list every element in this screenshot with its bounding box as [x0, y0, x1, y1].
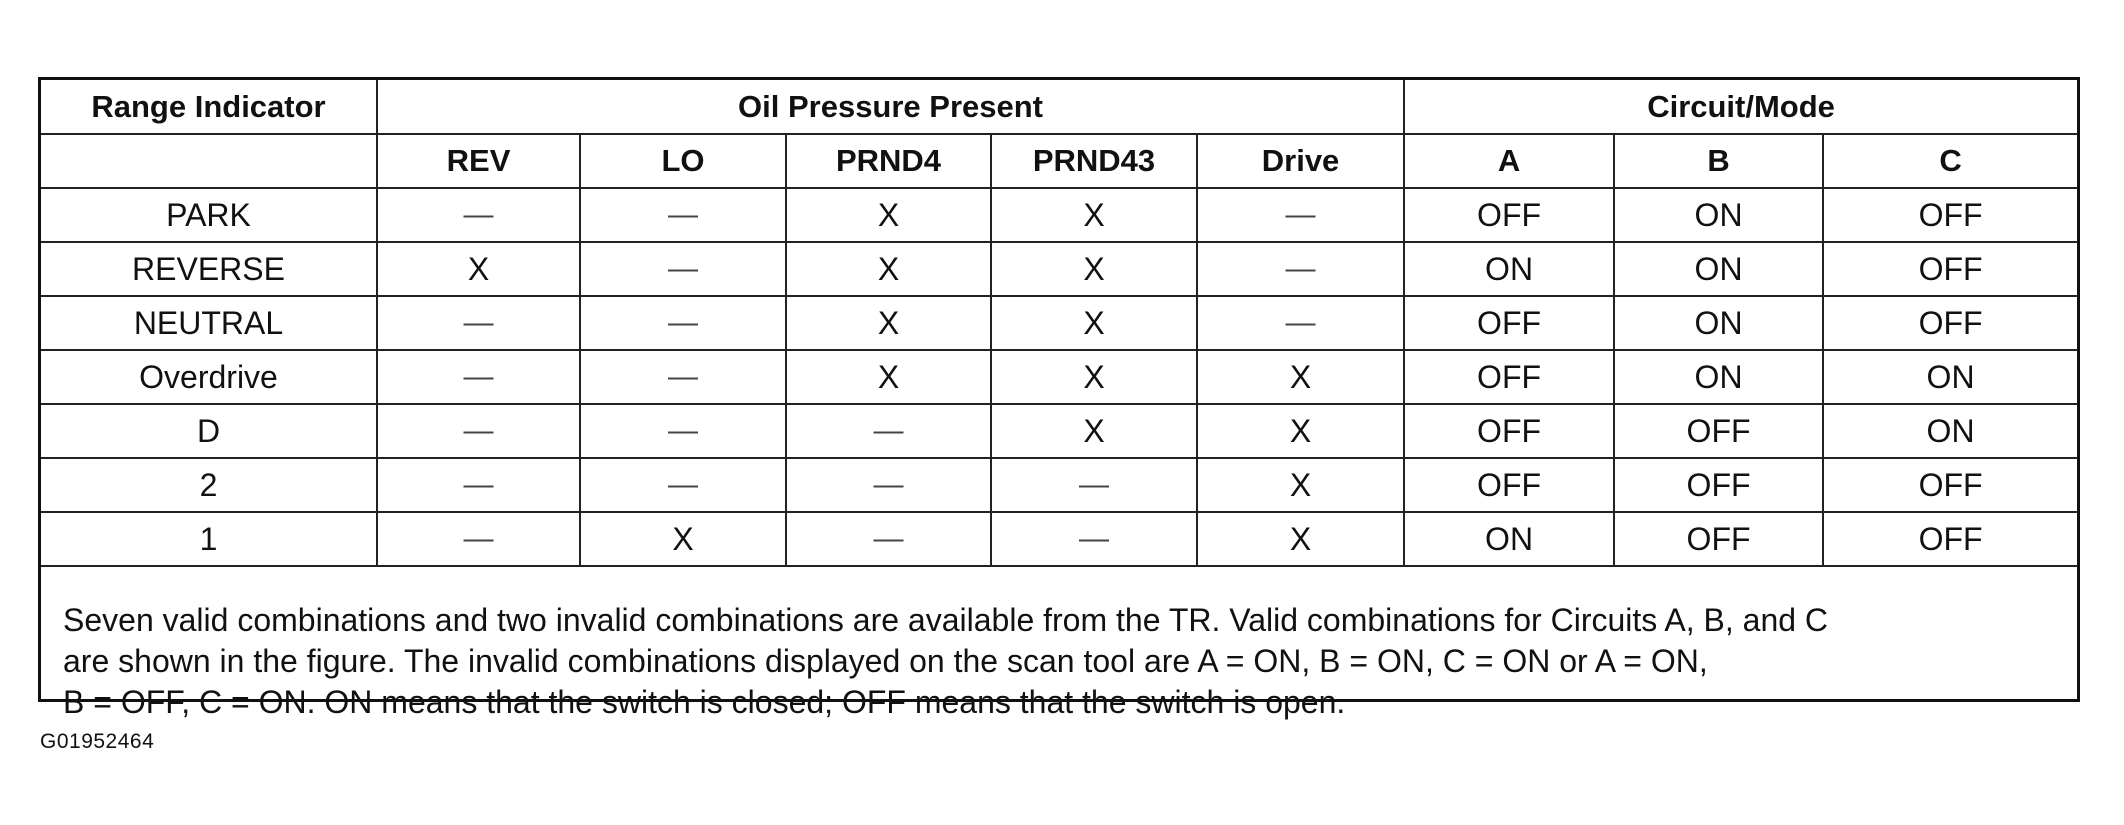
oil-pressure-header: Oil Pressure Present [377, 80, 1404, 134]
table-cell: — [377, 404, 580, 458]
table-row [41, 350, 2077, 404]
table-cell: OFF [1404, 188, 1614, 242]
footnote-line: Seven valid combinations and two invalid combinations are available from the TR. Valid combinations for Circuits A, B, and C [63, 602, 1829, 638]
range-indicator-header: Range Indicator [41, 80, 377, 134]
subheader-b: B [1614, 134, 1823, 188]
footnote-line: B = OFF, C = ON. ON means that the switch is closed; OFF means that the switch is open. [63, 684, 1346, 720]
table-cell: — [377, 458, 580, 512]
table-cell: ON [1823, 404, 2077, 458]
table-row [41, 404, 2077, 458]
table-cell: X [991, 242, 1197, 296]
table-cell: OFF [1823, 296, 2077, 350]
table-cell: ON [1614, 296, 1823, 350]
table-cell: OFF [1614, 404, 1823, 458]
table-cell: — [1197, 296, 1404, 350]
tr-combination-table [41, 80, 2077, 567]
table-footnote [41, 594, 2077, 723]
table-cell: — [786, 512, 991, 566]
table-cell: X [991, 188, 1197, 242]
tr-combination-table-frame [38, 77, 2080, 720]
circuit-mode-header: Circuit/Mode [1404, 80, 2077, 134]
table-cell: ON [1614, 188, 1823, 242]
table-row [41, 242, 2077, 296]
table-row [41, 296, 2077, 350]
table-cell: — [991, 458, 1197, 512]
table-cell: — [786, 458, 991, 512]
table-cell: ON [1404, 512, 1614, 566]
table-cell: ON [1404, 242, 1614, 296]
table-cell: OFF [1823, 458, 2077, 512]
subheader-rev: REV [377, 134, 580, 188]
table-row [41, 512, 2077, 566]
table-cell: — [580, 458, 786, 512]
figure-id: G01952464 [40, 730, 155, 753]
table-cell: — [377, 512, 580, 566]
table-cell: OFF [1823, 512, 2077, 566]
range-label-cell: Overdrive [41, 350, 377, 404]
table-cell: — [377, 188, 580, 242]
table-cell: OFF [1614, 458, 1823, 512]
table-cell: OFF [1404, 458, 1614, 512]
table-cell: OFF [1614, 512, 1823, 566]
table-cell: X [580, 512, 786, 566]
subheader-c: C [1823, 134, 2077, 188]
table-cell: X [1197, 512, 1404, 566]
table-cell: X [1197, 404, 1404, 458]
table-cell: X [786, 296, 991, 350]
range-label-cell: 2 [41, 458, 377, 512]
range-label-cell: REVERSE [41, 242, 377, 296]
table-cell: X [991, 350, 1197, 404]
table-cell: — [786, 404, 991, 458]
table-cell: OFF [1823, 242, 2077, 296]
subheader-blank [41, 134, 377, 188]
table-row [41, 188, 2077, 242]
table-cell: X [377, 242, 580, 296]
range-label-cell: NEUTRAL [41, 296, 377, 350]
table-cell: — [1197, 188, 1404, 242]
subheader-a: A [1404, 134, 1614, 188]
table-cell: OFF [1404, 404, 1614, 458]
table-cell: — [377, 350, 580, 404]
table-cell: — [991, 512, 1197, 566]
table-cell: X [786, 188, 991, 242]
table-cell: — [580, 242, 786, 296]
table-cell: X [1197, 350, 1404, 404]
subheader-prnd43: PRND43 [991, 134, 1197, 188]
table-cell: OFF [1823, 188, 2077, 242]
range-label-cell: D [41, 404, 377, 458]
table-cell: X [786, 350, 991, 404]
table-cell: — [580, 296, 786, 350]
header-row [41, 80, 2077, 134]
subheader-prnd4: PRND4 [786, 134, 991, 188]
table-cell: — [580, 404, 786, 458]
range-label-cell: PARK [41, 188, 377, 242]
range-label-cell: 1 [41, 512, 377, 566]
table-cell: X [786, 242, 991, 296]
table-cell: X [1197, 458, 1404, 512]
table-cell: OFF [1404, 350, 1614, 404]
table-cell: — [1197, 242, 1404, 296]
table-cell: ON [1614, 242, 1823, 296]
subheader-lo: LO [580, 134, 786, 188]
table-cell: ON [1823, 350, 2077, 404]
subheader-row [41, 134, 2077, 188]
subheader-drive: Drive [1197, 134, 1404, 188]
table-cell: X [991, 404, 1197, 458]
footnote-line: are shown in the figure. The invalid combinations displayed on the scan tool are A = ON, B = ON, C = ON or A = ON, [63, 643, 1708, 679]
table-cell: X [991, 296, 1197, 350]
table-cell: OFF [1404, 296, 1614, 350]
table-cell: ON [1614, 350, 1823, 404]
table-cell: — [377, 296, 580, 350]
table-cell: — [580, 350, 786, 404]
table-cell: — [580, 188, 786, 242]
table-row [41, 458, 2077, 512]
